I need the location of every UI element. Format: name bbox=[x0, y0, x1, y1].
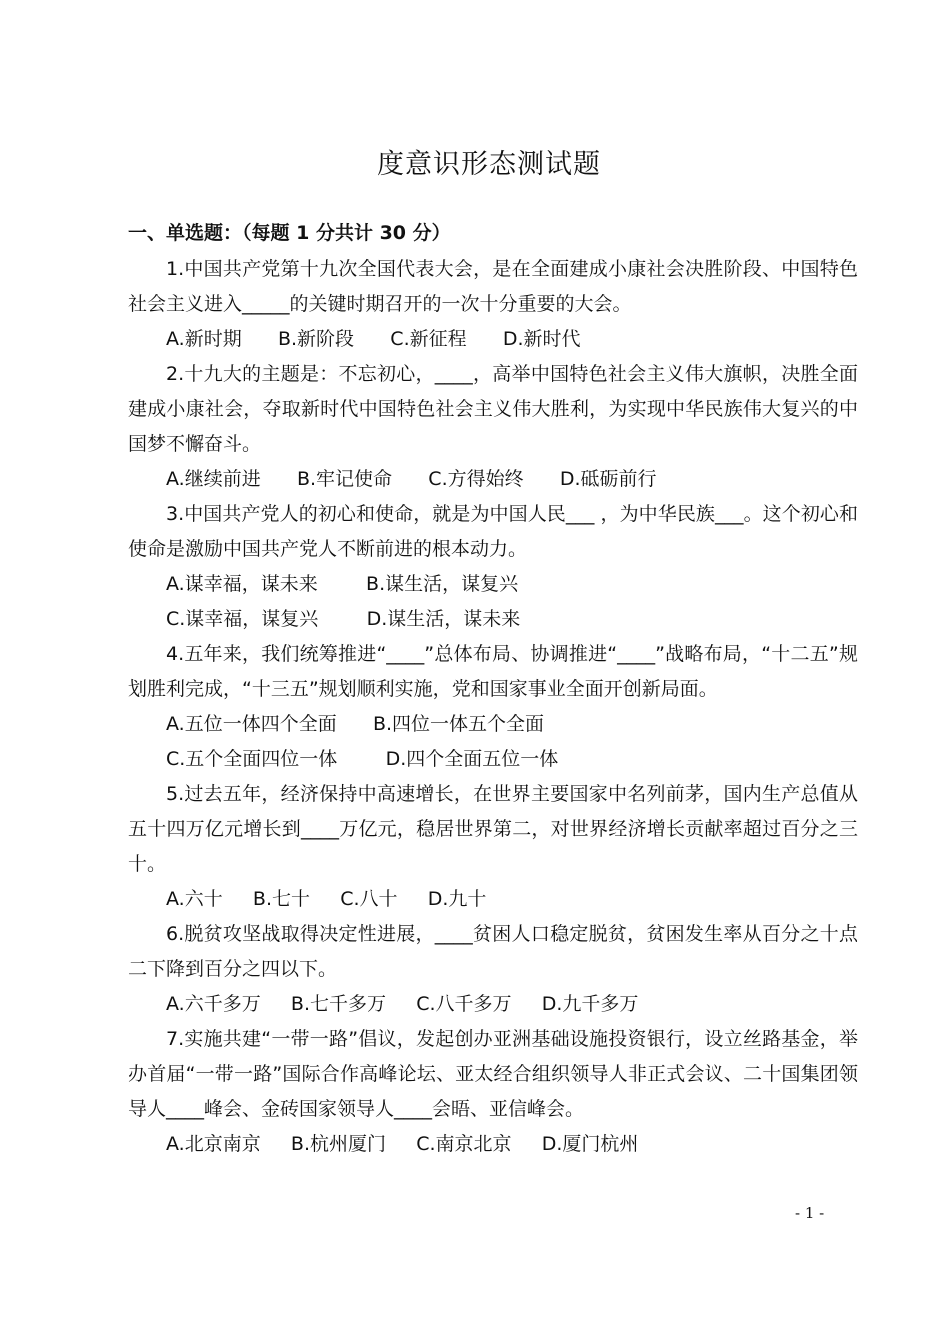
question-stem: 4.五年来，我们统筹推进“____”总体布局、协调推进“____”战略布局，“十二五”规划胜利完成，“十三五”规划顺利实施，党和国家事业全面开创新局面。 bbox=[128, 643, 858, 700]
question-stem: 7.实施共建“一带一路”倡议，发起创办亚洲基础设施投资银行，设立丝路基金，举办首届“一带一路”国际合作高峰论坛、亚太经合组织领导人非正式会议、二十国集团领导人____峰会、金砖国家领导人____会晤、亚信峰会。 bbox=[128, 1028, 858, 1120]
option: A.继续前进 bbox=[166, 468, 261, 490]
option: B.七千多万 bbox=[290, 993, 386, 1015]
option-row bbox=[128, 567, 858, 602]
option-row bbox=[128, 707, 858, 742]
option: C.八千多万 bbox=[416, 993, 512, 1015]
section-heading: 一、单选题：（每题 1 分共计 30 分） bbox=[128, 222, 451, 244]
option: C.方得始终 bbox=[428, 468, 524, 490]
option: A.六千多万 bbox=[166, 993, 261, 1015]
option-row bbox=[128, 1127, 858, 1162]
option: A.五位一体四个全面 bbox=[166, 713, 337, 735]
option: C.五个全面四位一体 bbox=[166, 748, 338, 770]
option-row bbox=[128, 882, 858, 917]
option: D.厦门杭州 bbox=[541, 1133, 639, 1155]
option: D.新时代 bbox=[502, 328, 581, 350]
document-title: 度意识形态测试题 bbox=[377, 149, 601, 180]
question-stem: 6.脱贫攻坚战取得决定性进展，____贫困人口稳定脱贫，贫困发生率从百分之十点二下降到百分之四以下。 bbox=[128, 923, 858, 980]
option: D.九千多万 bbox=[541, 993, 639, 1015]
option: A.谋幸福，谋未来 bbox=[166, 573, 318, 595]
question-stem: 2.十九大的主题是：不忘初心，____，高举中国特色社会主义伟大旗帜，决胜全面建成小康社会，夺取新时代中国特色社会主义伟大胜利，为实现中华民族伟大复兴的中国梦不懈奋斗。 bbox=[128, 363, 858, 455]
option: D.谋生活，谋未来 bbox=[366, 608, 521, 630]
option: B.谋生活，谋复兴 bbox=[366, 573, 519, 595]
option: C.谋幸福，谋复兴 bbox=[166, 608, 319, 630]
option: D.四个全面五位一体 bbox=[385, 748, 559, 770]
question-stem: 3.中国共产党人的初心和使命，就是为中国人民___ ，为中华民族___。这个初心和使命是激励中国共产党人不断前进的根本动力。 bbox=[128, 503, 858, 560]
option-row bbox=[128, 322, 858, 357]
option: C.南京北京 bbox=[416, 1133, 512, 1155]
question-stem: 5.过去五年，经济保持中高速增长，在世界主要国家中名列前茅，国内生产总值从五十四万亿元增长到____万亿元，稳居世界第二，对世界经济增长贡献率超过百分之三十。 bbox=[128, 783, 858, 875]
option-row bbox=[128, 742, 858, 777]
question-stem: 1.中国共产党第十九次全国代表大会，是在全面建成小康社会决胜阶段、中国特色社会主义进入_____的关键时期召开的一次十分重要的大会。 bbox=[128, 258, 858, 315]
option: A.北京南京 bbox=[166, 1133, 261, 1155]
page-number-text: - 1 - bbox=[795, 1204, 825, 1222]
option-row bbox=[128, 602, 858, 637]
option: C.八十 bbox=[340, 888, 398, 910]
question-list bbox=[128, 252, 858, 1162]
option-row bbox=[128, 987, 858, 1022]
option: B.杭州厦门 bbox=[290, 1133, 386, 1155]
option: B.七十 bbox=[252, 888, 310, 910]
option: D.砥砺前行 bbox=[559, 468, 657, 490]
option: A.新时期 bbox=[166, 328, 242, 350]
option: A.六十 bbox=[166, 888, 223, 910]
option: B.牢记使命 bbox=[296, 468, 393, 490]
option: B.四位一体五个全面 bbox=[372, 713, 545, 735]
option: C.新征程 bbox=[390, 328, 467, 350]
option: D.九十 bbox=[427, 888, 487, 910]
option: B.新阶段 bbox=[277, 328, 355, 350]
option-row bbox=[128, 462, 858, 497]
